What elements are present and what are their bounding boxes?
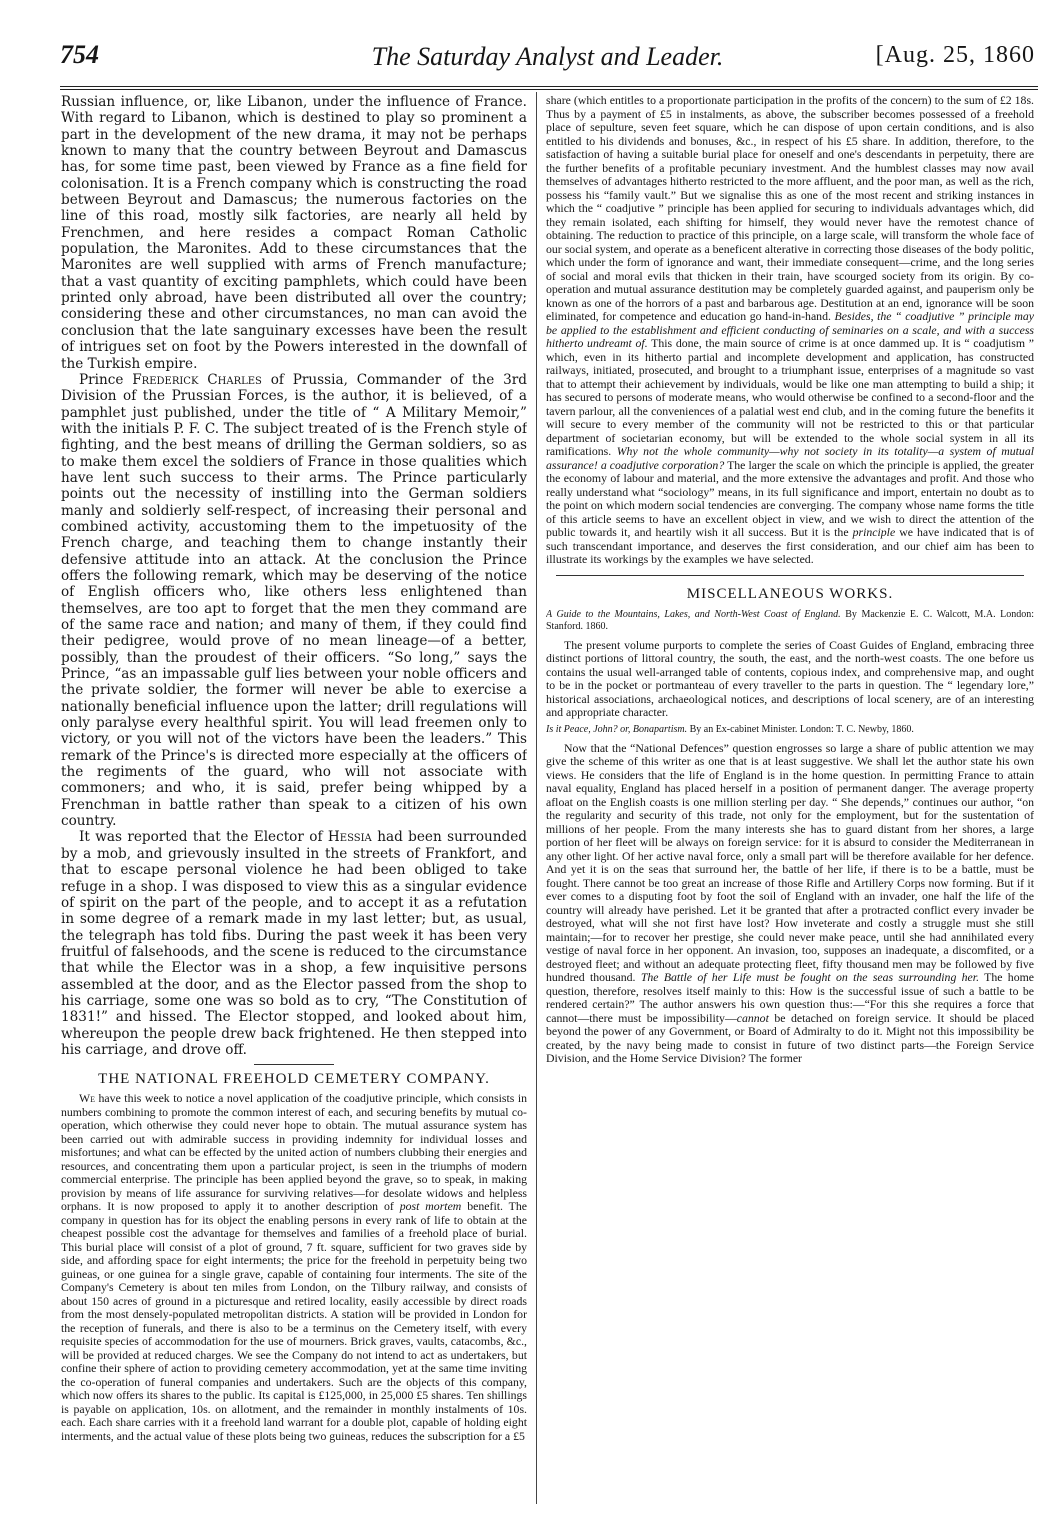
- section-heading: MISCELLANEOUS WORKS.: [686, 585, 894, 602]
- left-column: [61, 94, 527, 1504]
- paragraph-text: The larger the scale on which the principle is applied, the greater the economy of labour and material, and the more extensive the advantages and profit. And those who really understand what “sociology” means, in its full significance and import, entertain no doubt as to the point on which modern social tendencies are converging. The company whose name forms the title of this article seems to have an excellent object in view, and we wish to direct the attention of the public towards it, and heartily wish it all success. But it is the: [546, 457, 1034, 539]
- italic-phrase: cannot: [736, 1010, 769, 1025]
- paragraph-text: we have indicated that is of such transcendant importance, and deserves the first consideration, and our chief aim has been to illustrate its workings by the examples we have selected.: [546, 525, 1034, 566]
- section-separator: [556, 575, 1024, 576]
- italic-phrase: post mortem: [399, 1199, 462, 1214]
- book-citation: [546, 609, 1034, 633]
- paragraph-text: of Prussia, Commander of the 3rd Division of the Prussian Forces, is the author, it is believed, of a pamphlet just published, under the title of “ A Military Memoir,” with the initials P. F. C. The subject treated of is the French style of fighting, and the best means of drilling the German soldiers, so as to make them excel the soldiers of France in those qualities which have lent such success to their arms. The Prince particularly points out the necessity of instilling into the German soldiers manly and soldierly self-respect, of increasing their personal and combined activity, accustoming them to the impetuosity of the French charge, and teaching them to change instantly their defensive attitude into an attack. At the conclusion the Prince offers the following remark, which may be deserving of the notice of English officers who, like others less enlightened than themselves, are too apt to forget that the men they command are of the same race and nation; and many of them, if they could find their pedigree, would prove of no mean lineage—of a better, possibly, than the proudest of their officers. “So long,” says the Prince, “as an impassable gulf lies between your noble officers and the private soldier, the former will never be able to exercise a nationally beneficial influence upon the latter; drill regulations will only paralyse every healthful spirit. You will lead freemen only to victory, or you will not of the victors have been the leaders.” This remark of the Prince's is directed more especially at the officers of the regiments of the guard, who will not associate with commoners; and who, it is said, prefer being whipped by a Frenchman in battle rather than speak to a citizen of his own country.: [61, 371, 527, 830]
- book-title: Is it Peace, John? or, Bonapartism.: [546, 723, 688, 735]
- paragraph-text: had been surrounded by a mob, and grievously insulted in the streets of Frankfort, and that to escape personal violence he had been obliged to take refuge in a shop. I was disposed to view this as a singular evidence of spirit on the part of the people, and to accept it as a refutation in some degree of a remark made in my last letter; but, as usual, the telegraph has told fibs. During the past week it has been very fruitful of falsehoods, and the scene is reduced to the circumstance that while the Elector was in a shop, a few inquisitive persons assembled at the door, and as the Elector passed from the shop to his carriage, some one was so bold as to cry, “The Constitution of 1831!” and hissed. The Elector stopped, and looked about him, whereupon the people drew back frightened. He then stepped into his carriage, and drove off.: [61, 829, 527, 1058]
- header-rule-thin: [60, 89, 1038, 90]
- article-paragraph: [61, 1092, 527, 1443]
- paragraph-lead: It was reported that the Elector of: [79, 829, 323, 846]
- paragraph-lead: We: [79, 1091, 96, 1106]
- paragraph-text: The home question, therefore, resolves itself mainly to this: How is the successful issue of such a battle to be rendered certain?” The author answers his own question thus:—“For this she requires a force that cannot—there must be impossibility—: [546, 970, 1034, 1025]
- italic-phrase: Besides, the “ coadjutive ” principle may be applied to the establishment and efficient conducting of seminaries on a scale, and with a success hitherto undreamt of.: [546, 309, 1034, 350]
- article-paragraph: [546, 94, 1034, 567]
- column-divider: [536, 92, 537, 1504]
- paragraph-text: This done, the main source of crime is at once dammed up. It is “ coadjutism ” which, even in its hitherto partial and incomplete development and application, has constructed railways, initiated, prosecuted, and brought to a triumphant issue, enterprises of a magnitude so vast that to attempt their achievement by individuals, would be like one man attempting to build a ship; it has secured to persons of moderate means, who would otherwise be confined to a second-floor and the tavern parlour, all the conveniences of a palatial west end club, and in the coming future the benefits it will secure to every member of the community will not be restricted to this or that particular department of societarian economy, but will be extended to the whole social system in all its ramifications.: [546, 336, 1034, 458]
- paragraph-text: benefit. The company in question has for its object the enabling persons in every rank of life to obtain at the cheapest possible cost the advantage for themselves and families of a freehold place of burial. This burial place will consist of a plot of ground, 7 ft. square, sufficient for two graves side by side, and affording space for eight interments; the price for the freehold in perpetuity being two guineas, or one guinea for a single grave, capable of containing four interments. The site of the Company's Cemetery is about ten miles from London, on the Tilbury railway, and consists of about 150 acres of ground in a picturesque and retired locality, easily accessible by direct roads from the most densely-populated metropolitan districts. A station will be provided in London for the reception of funerals, and there is also to be a terminus on the Cemetery itself, with every requisite species of accommodation for the use of mourners. Brick graves, vaults, catacombs, &c., will be provided at reduced charges. We see the Company do not intend to act as undertakers, but confine their sphere of action to providing cemetery accommodation, yet at the same time inviting the co-operation of funeral companies and undertakers. Such are the objects of this company, which now offers its shares to the public. Its capital is £125,000, in 25,000 £5 shares. Ten shillings is payable on application, 10s. on allotment, and the remainder in monthly instalments of 10s. each. Each share carries with it a freehold land warrant for a double plot, capable of holding eight interments, and the actual value of these plots being two guineas, reduces the subscription for a £5: [61, 1199, 527, 1443]
- header-rule: [60, 86, 1038, 87]
- section-separator: [254, 1064, 334, 1065]
- paragraph-text: share (which entitles to a proportionate participation in the profits of the concern) to the sum of £2 18s. Thus by a payment of £5 in instalments, as above, the subscriber becomes possessed of a freehold place of sepulture, seven feet square, which he can dispose of upon certain conditions, and is also entitled to his dividends and bonuses, &c., in respect of his £5 share. In addition, therefore, to the satisfaction of having a suitable burial place for oneself and one's descendants in perpetuity, there are the further benefits of a profitable pecuniary investment. And the humblest classes may now avail themselves of advantages hitherto restricted to the more affluent, and the poor man, as well as the rich, possess his “family vault.” But we signalise this as one of the most recent and striking instances in which the “ coadjutive ” principle has been applied for securing to individuals advantages which, did they remain isolated, each shifting for himself, they would never have the remotest chance of obtaining. The reduction to practice of this principle, on a large scale, will transform the whole face of our social system, and operate as a beneficent alterative in correcting those diseases of the body politic, which under the form of ignorance and want, their immediate consequent—crime, and the long series of social and moral evils that thicken in their train, have scourged society from its origin. By co-operation and mutual assurance destitution may be completely guarded against, and pauperism only be known as one of the horrors of a past and barbarous age. Destitution at an end, ignorance will be soon eliminated, for competence and education go hand-in-hand.: [546, 94, 1034, 323]
- paragraph-text: have this week to notice a novel application of the coadjutive principle, which consists in numbers combining to promote the common interest of each, and securing benefits by mutual co-operation, which otherwise they could never hope to obtain. The mutual assurance system has been carried out with admirable success in providing indemnity for individual losses and misfortunes; and what can be effected by the united action of numbers clubbing their energies and resources, and concentrating them upon a particular project, is seen in the triumphs of modern commercial enterprise. The principle has been applied beyond the grave, so to speak, in making provision by means of life assurance for surviving relatives—for desolate widows and helpless orphans. It is now proposed to apply it to another description of: [61, 1091, 527, 1214]
- section-heading: THE NATIONAL FREEHOLD CEMETERY COMPANY.: [98, 1071, 490, 1088]
- paragraph-lead: Prince: [79, 371, 124, 388]
- right-column: [546, 94, 1034, 1504]
- italic-phrase: The Battle of her Life must be fought on the seas surrounding her.: [640, 970, 980, 984]
- person-name: Hessia: [327, 829, 372, 846]
- paragraph-text: be detached on foreign service. It should be placed beyond the power of any Government, or Board of Admiralty to do it. Might not this impossibility be created, by the navy being made to consist in future of two distinct parts—the Foreign Service Division, and the Home Service Division? The former: [546, 1010, 1034, 1065]
- review-paragraph: [546, 742, 1034, 1066]
- book-details: By Mackenzie E. C. Walcott, M.A. London: Stanford. 1860.: [546, 608, 1034, 632]
- italic-phrase: principle: [852, 525, 896, 539]
- book-title: A Guide to the Mountains, Lakes, and North-West Coast of England.: [546, 608, 841, 620]
- article-paragraph: [61, 829, 527, 1058]
- publication-title: The Saturday Analyst and Leader.: [371, 42, 724, 71]
- book-citation: [546, 724, 1034, 736]
- book-details: By an Ex-cabinet Minister. London: T. C. Newby, 1860.: [689, 723, 914, 735]
- review-paragraph: The present volume purports to complete the series of Coast Guides of England, embracing three distinct portions of littoral country, the south, the east, and the north-west coasts. The one before us contains the usual well-arranged table of contents, copious index, and comprehensive map, and ought to be in the pocket or portmanteau of every traveller to the parts in question. The “ legendary lore,” historical associations, archaeological notices, and descriptions of local scenery, are of an interesting and appropriate character.: [546, 637, 1034, 719]
- person-name: Frederick Charles: [132, 371, 262, 388]
- article-paragraph: Russian influence, or, like Libanon, under the influence of France. With regard to Libanon, which is destined to play so prominent a part in the development of the new drama, it may not be perhaps known to many that the country between Beyrout and Damascus has, for some time past, been viewed by France as a fine field for colonisation. It is a French company which is constructing the road between Beyrout and Damascus; the numerous factories on the line of this road, mostly silk factories, are nearly all held by Frenchmen, and here resides a compact Roman Catholic population, the Maronites. Add to these circumstances that the Maronites are well supplied with arms of French manufacture; that a vast quantity of exciting pamphlets, which could have been printed only abroad, have been distributed all over the country; considering these and other circumstances, no man can avoid the conclusion that the late sanguinary excesses have been the result of intrigues set on foot by the Powers interested in the downfall of the Turkish empire.: [61, 94, 527, 372]
- article-paragraph: [61, 372, 527, 830]
- paragraph-text: Now that the “National Defences” question engrosses so large a share of public attention we may give the scheme of this writer as one that is at least suggestive. We shall let the author state his own views. He considers that the life of England is in the home question. In permitting France to attain naval equality, England has placed herself in a position of permanent danger. The average property afloat on the English coasts is one million sterling per day. “ She depends,” continues our author, “on the regularity and security of this trade, not only for the employment, but for the sustentation of millions of her people. From the many interests she has to guard distant from her shores, a large portion of her fleet will be always on foreign service: for it is absurd to consider the Mediterranean in any other light. Of her active naval force, only a small part will be therefore available for her defence. And yet it is on the seas that surround her, the battle of her life, if there is to be a battle, must be fought. There cannot be too great an increase of those Rifle and Artillery Corps now forming. But if it ever comes to a disputing foot by foot the soil of England with an invader, one half the life of the country will already have perished. Let it be granted that after a protracted conflict every invader be destroyed, what will she not first have lost? How inveterate and costly a struggle must she still maintain;—for to recover her prestige, she could never make peace, until she had annihilated every vestige of naval force in her opponent. An invasion, too, supposes an inadequate, a discomfited, or a destroyed fleet; and without an adequate protecting fleet, fifty thousand men may be followed by five hundred thousand.: [546, 740, 1034, 984]
- italic-phrase: Why not the whole community—why not society in its totality—a system of mutual assurance! a coadjutive corporation?: [546, 444, 1034, 472]
- page-number: 754: [60, 40, 99, 69]
- issue-date: [Aug. 25, 1860: [875, 42, 1035, 68]
- page-header: [60, 40, 1035, 82]
